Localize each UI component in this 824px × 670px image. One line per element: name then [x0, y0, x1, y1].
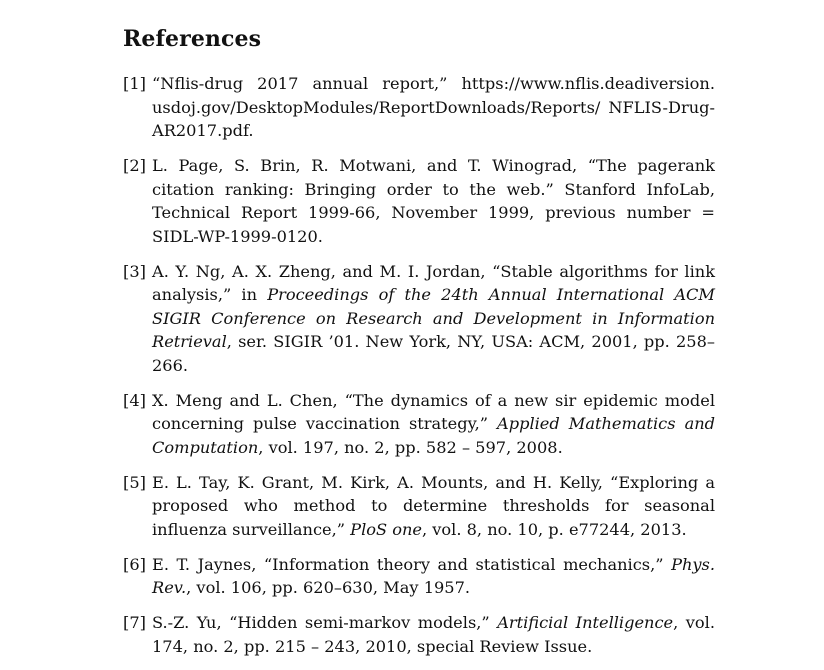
reference-text — [152, 74, 715, 140]
reference-venue: Applied Mathematics and Computation — [152, 414, 716, 457]
reference-venue: PloS one — [350, 519, 422, 539]
reference-text-part: A. Y. Ng, A. X. Zheng, and M. I. Jordan, “Stable algorithms for link analysis,” in — [152, 261, 715, 304]
reference-text-part: , vol. 174, no. 2, pp. 215 – 243, 2010, special Review Issue. — [152, 613, 715, 656]
reference-text-part: , ser. SIGIR ’01. New York, NY, USA: ACM, 2001, pp. 258–266. — [152, 332, 715, 375]
reference-text-part: , vol. 8, no. 10, p. e77244, 2013. — [421, 519, 687, 539]
reference-item-7 — [123, 611, 715, 658]
reference-text — [152, 613, 715, 656]
reference-text-part: S.-Z. Yu, “Hidden semi-markov models,” — [152, 613, 498, 632]
reference-text-part: , vol. 106, pp. 620–630, May 1957. — [186, 578, 471, 597]
reference-text-part: E. T. Jaynes, “Information theory and statistical mechanics,” — [152, 554, 672, 574]
reference-number: [4] — [123, 390, 146, 410]
reference-text — [152, 156, 715, 246]
reference-number: [7] — [123, 613, 146, 632]
reference-text-part: X. Meng and L. Chen, “The dynamics of a new sir epidemic model concerning pulse vaccination strategy,” — [152, 390, 715, 433]
reference-item-5 — [123, 471, 715, 542]
reference-number: [6] — [123, 554, 146, 574]
reference-venue: Proceedings of the 24th Annual International ACM SIGIR Conference on Research and Development in Information Retrieval — [152, 285, 715, 351]
reference-item-4 — [123, 389, 715, 460]
reference-venue: Phys. Rev. — [152, 554, 715, 597]
reference-text-part: E. L. Tay, K. Grant, M. Kirk, A. Mounts, and H. Kelly, “Exploring a proposed who method to determine thresholds for seasonal influenza surveillance,” — [152, 472, 715, 539]
reference-text-part: “Nflis-drug 2017 annual report,” https://www.nflis.deadiversion. usdoj.gov/DesktopModules/ReportDownloads/Reports/ NFLIS-Drug-AR2017.pdf. — [152, 74, 715, 140]
reference-text — [152, 391, 715, 457]
reference-item-2 — [123, 154, 715, 248]
reference-number: [2] — [123, 156, 146, 175]
reference-text — [152, 262, 715, 375]
reference-list — [123, 72, 715, 670]
reference-venue: Artificial Intelligence — [497, 613, 674, 632]
reference-text — [152, 473, 715, 539]
reference-number: [1] — [123, 74, 146, 93]
reference-text-part: , vol. 197, no. 2, pp. 582 – 597, 2008. — [258, 437, 563, 457]
reference-text-part: L. Page, S. Brin, R. Motwani, and T. Winograd, “The pagerank citation ranking: Bringing order to the web.” Stanford InfoLab, Technical Report 1999-66, November 1999, previous number = SIDL-WP-1999-0120. — [152, 156, 715, 246]
section-heading: References — [123, 26, 262, 52]
reference-text — [152, 555, 715, 598]
reference-item-3 — [123, 260, 715, 378]
reference-item-1 — [123, 72, 715, 143]
reference-number: [3] — [123, 261, 146, 281]
reference-item-6 — [123, 553, 715, 600]
reference-number: [5] — [123, 472, 146, 492]
